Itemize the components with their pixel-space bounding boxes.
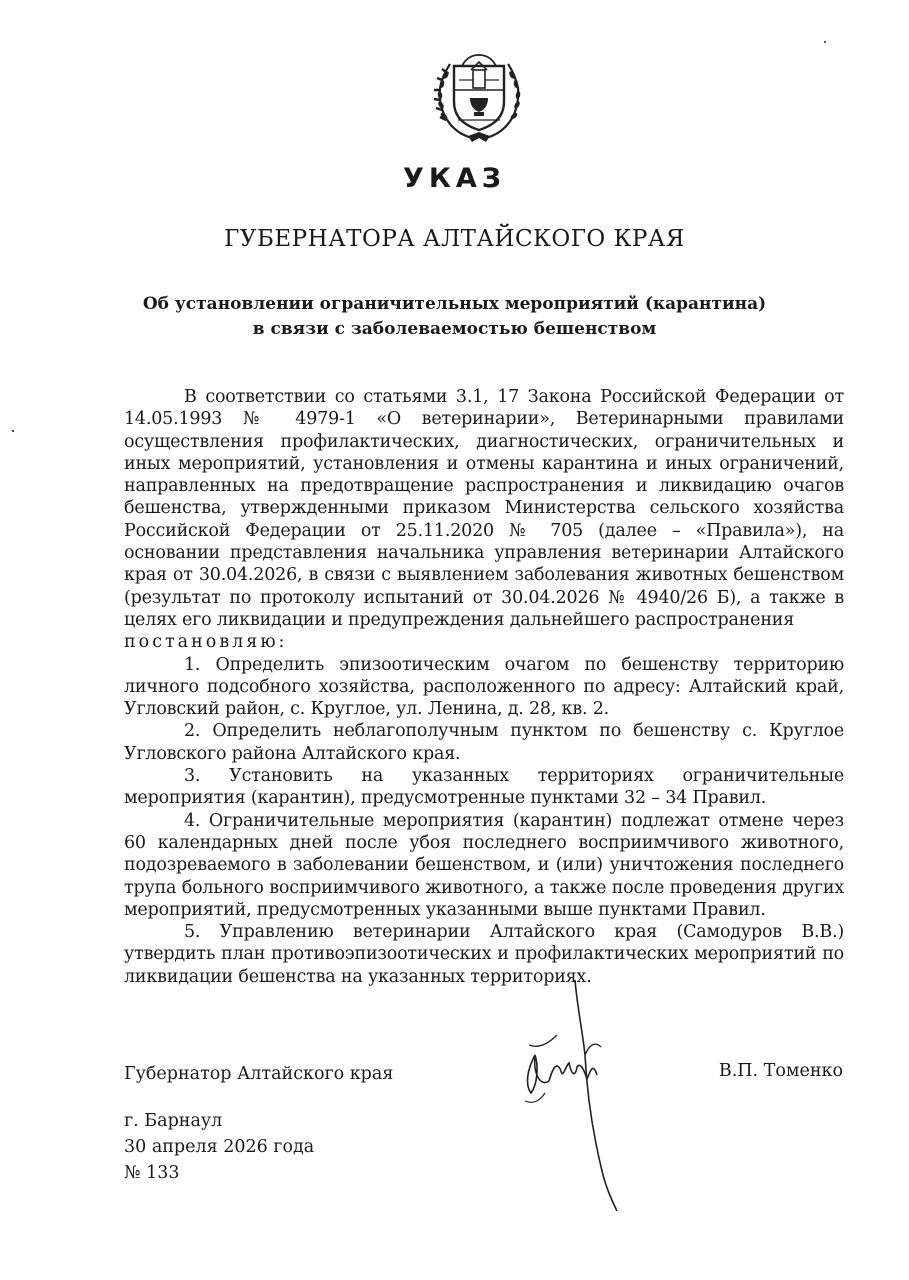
scan-speck — [12, 430, 14, 432]
heading-line-2: в связи с заболеваемостью бешенством — [252, 319, 657, 339]
preamble-paragraph: В соответствии со статьями 3.1, 17 Закона Российской Федерации от 14.05.1993 № 4979-1 «О ветеринарии», Ветеринарными правилами осуществления профилактических, диагностических, ограничительных и иных мероприятий, установления и отмены карантина и иных ограничений, направленных на предотвращение распространения и ликвидацию очагов бешенства, утвержденными приказом Министерства сельского хозяйства Российской Федерации от 25.11.2020 № 705 (далее – «Правила»), на основании представления начальника управления ветеринарии Алтайского края от 30.04.2026, в связи с выявлением заболевания животных бешенством (результат по протоколу испытаний от 30.04.2026 № 4940/26 Б), а также в целях его ликвидации и предупреждения дальнейшего распространения — [124, 387, 844, 630]
coat-of-arms-icon — [432, 50, 526, 144]
decree-item-2: 2. Определить неблагополучным пунктом по бешенству с. Круглое Угловского района Алтайского края. — [124, 721, 844, 764]
footer-date: 30 апреля 2026 года — [124, 1137, 315, 1157]
footer-number: № 133 — [124, 1163, 180, 1183]
decree-word: постановляю: — [124, 632, 288, 653]
handwritten-signature-icon — [505, 975, 635, 1215]
document-title: УКАЗ — [403, 163, 506, 194]
document-body — [124, 386, 844, 988]
document-subtitle: ГУБЕРНАТОРА АЛТАЙСКОГО КРАЯ — [224, 226, 685, 252]
heading-line-1: Об установлении ограничительных мероприятий (карантина) — [142, 294, 767, 314]
decree-item-4: 4. Ограничительные мероприятия (карантин) подлежат отмене через 60 календарных дней после убоя последнего восприимчивого животного, подозреваемого в заболевании бешенством, и (или) уничтожения последнего трупа больного восприимчивого животного, а также после проведения других мероприятий, предусмотренных указанными выше пунктами Правил. — [124, 810, 844, 920]
decree-item-1: 1. Определить эпизоотическим очагом по бешенству территорию личного подсобного хозяйства, расположенного по адресу: Алтайский край, Угловский район, с. Круглое, ул. Ленина, д. 28, кв. 2. — [124, 654, 844, 720]
footer-city: г. Барнаул — [124, 1111, 223, 1131]
decree-item-3: 3. Установить на указанных территориях ограничительные мероприятия (карантин), предусмотренные пунктами 32 – 34 Правил. — [124, 766, 844, 809]
scan-speck — [824, 41, 826, 43]
signatory-position: Губернатор Алтайского края — [124, 1064, 394, 1084]
document-heading — [120, 292, 789, 342]
document-footer — [124, 1108, 314, 1186]
signatory-name: В.П. Томенко — [718, 1061, 843, 1081]
decree-item-5: 5. Управлению ветеринарии Алтайского края (Самодуров В.В.) утвердить план противоэпизоотических и профилактических мероприятий по ликвидации бешенства на указанных территориях. — [124, 922, 844, 987]
